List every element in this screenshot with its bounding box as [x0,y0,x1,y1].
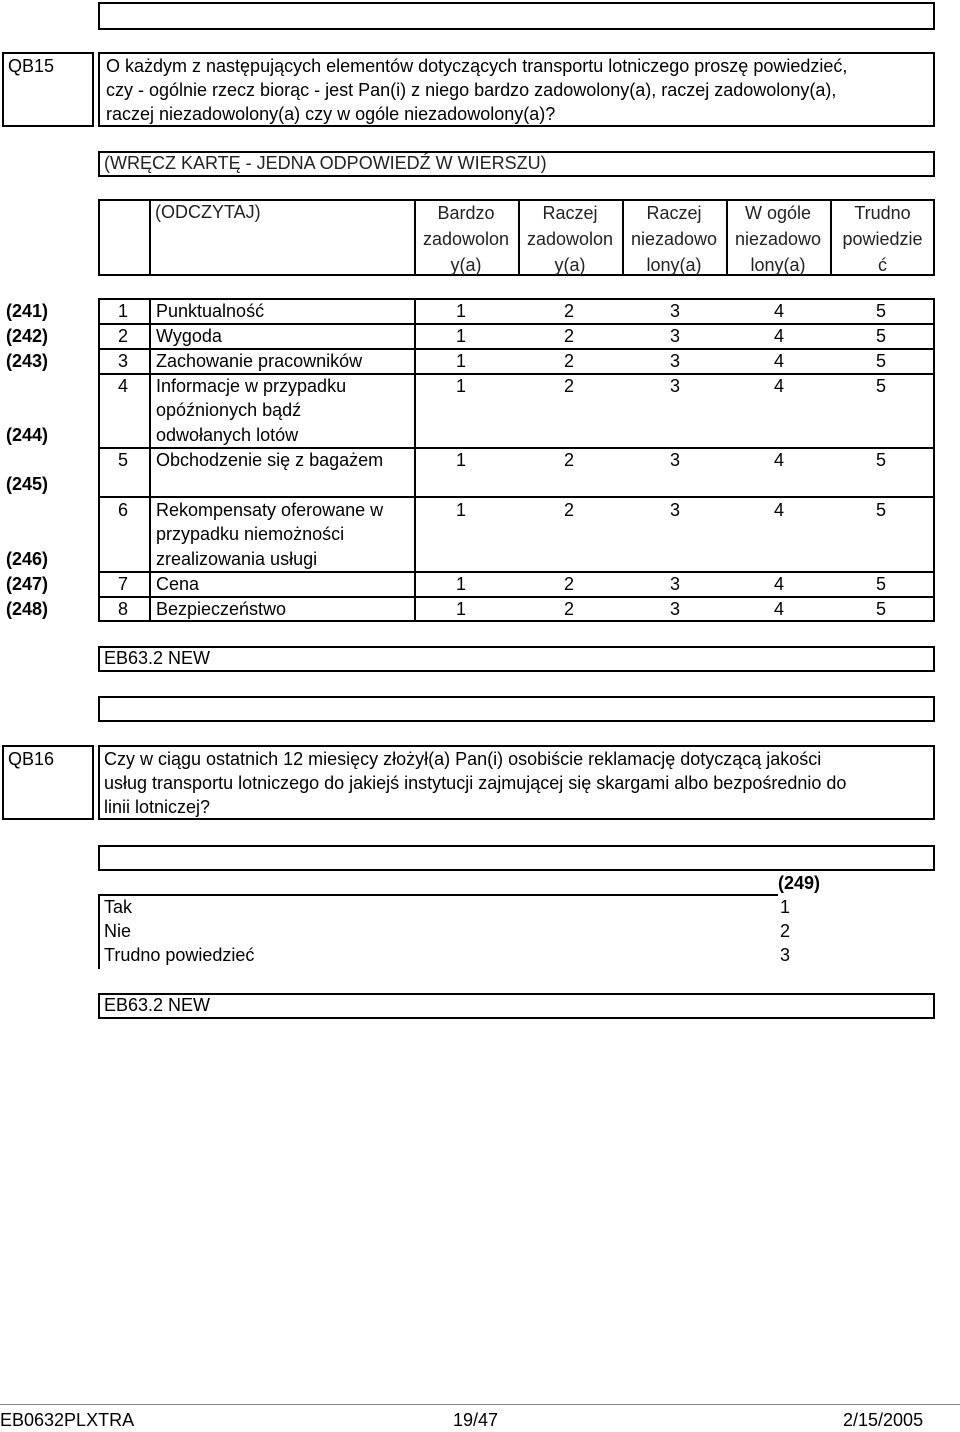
answer-code: 2 [563,599,574,619]
answer-code: 2 [563,376,574,396]
row-number: 6 [118,500,129,520]
answer-value: 2 [780,921,791,941]
answer-code: 3 [669,301,680,321]
qb15-question-line-1: O każdym z następujących elementów dotyczących transportu lotniczego proszę powiedzieć, [106,56,848,76]
row-number: 8 [118,599,129,619]
qb16-code: QB16 [8,749,55,769]
variable-code: (249) [778,873,821,893]
answer-code: 3 [669,574,680,594]
answer-code: 4 [773,599,784,619]
row-label: Obchodzenie się z bagażem [156,450,384,470]
qb15-question-line-3: raczej niezadowolony(a) czy w ogóle niezadowolony(a)? [106,104,556,124]
answer-code: 3 [669,376,680,396]
answer-label: Trudno powiedzieć [104,945,255,965]
column-header-very-dissatisfied: W ogóle niezadowo lony(a) [734,203,822,275]
answer-code: 3 [669,450,680,470]
row-code: (241) [6,301,49,321]
row-number: 4 [118,376,129,396]
answer-code: 5 [875,500,886,520]
footer-page-number: 19/47 [453,1410,499,1430]
answer-code: 4 [773,326,784,346]
answer-code: 1 [455,500,466,520]
answer-code: 1 [455,351,466,371]
qb15-source: EB63.2 NEW [104,648,211,668]
answer-code: 5 [875,326,886,346]
row-label: Cena [156,574,200,594]
answer-code: 5 [875,450,886,470]
qb15-question-line-2: czy - ogólnie rzecz biorąc - jest Pan(i) z niego bardzo zadowolony(a), raczej zadowolony(a), [106,80,837,100]
footer-date: 2/15/2005 [843,1410,924,1430]
answer-code: 2 [563,351,574,371]
answer-code: 5 [875,599,886,619]
row-number: 3 [118,351,129,371]
answer-code: 4 [773,500,784,520]
blank-box [98,696,935,722]
answer-code: 4 [773,574,784,594]
row-number: 7 [118,574,129,594]
row-number: 1 [118,301,129,321]
row-label: opóźnionych bądź [156,400,302,420]
column-header-very-satisfied: Bardzo zadowolon y(a) [422,203,510,275]
answer-code: 3 [669,500,680,520]
answer-code: 1 [455,326,466,346]
answer-code: 5 [875,351,886,371]
answer-value: 1 [780,897,791,917]
row-label: Zachowanie pracowników [156,351,363,371]
row-code: (243) [6,351,49,371]
row-label: Bezpieczeństwo [156,599,287,619]
answer-code: 2 [563,574,574,594]
answer-code: 1 [455,301,466,321]
answer-code: 2 [563,301,574,321]
answer-code: 5 [875,301,886,321]
answer-code: 5 [875,376,886,396]
answer-code: 4 [773,376,784,396]
qb15-code: QB15 [8,56,55,76]
blank-box [98,845,935,871]
row-label: przypadku niemożności [156,524,345,544]
answer-code: 4 [773,351,784,371]
row-label: odwołanych lotów [156,425,299,445]
qb16-source: EB63.2 NEW [104,995,211,1015]
answer-code: 3 [669,599,680,619]
qb16-source-box [98,993,935,1019]
top-blank-box [98,2,935,30]
row-code: (246) [6,549,49,569]
answer-code: 1 [455,376,466,396]
qb16-question-line-3: linii lotniczej? [104,797,211,817]
answer-code: 3 [669,351,680,371]
qb15-source-box [98,646,935,672]
row-code: (248) [6,599,49,619]
footer-document-id: EB0632PLXTRA [0,1410,135,1430]
answer-code: 2 [563,450,574,470]
column-header-fairly-satisfied: Raczej zadowolon y(a) [526,203,614,275]
answer-label: Nie [104,921,132,941]
answer-code: 3 [669,326,680,346]
row-number: 5 [118,450,129,470]
row-label: Rekompensaty oferowane w [156,500,384,520]
column-header-fairly-dissatisfied: Raczej niezadowo lony(a) [630,203,718,275]
answer-code: 2 [563,326,574,346]
read-label: (ODCZYTAJ) [155,202,261,222]
answer-code: 1 [455,599,466,619]
qb16-question-line-1: Czy w ciągu ostatnich 12 miesięcy złożył(a) Pan(i) osobiście reklamację dotyczącą jakości [104,749,822,769]
answer-value: 3 [780,945,791,965]
qb16-question-line-2: usług transportu lotniczego do jakiejś instytucji zajmującej się skargami albo bezpośrednio do [104,773,847,793]
row-label: Wygoda [156,326,222,346]
row-code: (247) [6,574,49,594]
answer-code: 4 [773,450,784,470]
qb15-instruction: (WRĘCZ KARTĘ - JEDNA ODPOWIEDŹ W WIERSZU) [104,153,547,173]
answer-code: 1 [455,450,466,470]
row-code: (245) [6,474,49,494]
column-header-dont-know: Trudno powiedzie ć [842,203,923,275]
row-label: zrealizowania usługi [156,549,318,569]
row-code: (244) [6,425,49,445]
answer-code: 2 [563,500,574,520]
answer-code: 4 [773,301,784,321]
answer-code: 1 [455,574,466,594]
row-number: 2 [118,326,129,346]
row-code: (242) [6,326,49,346]
row-label: Informacje w przypadku [156,376,347,396]
answer-code: 5 [875,574,886,594]
answer-label: Tak [104,897,133,917]
row-label: Punktualność [156,301,265,321]
